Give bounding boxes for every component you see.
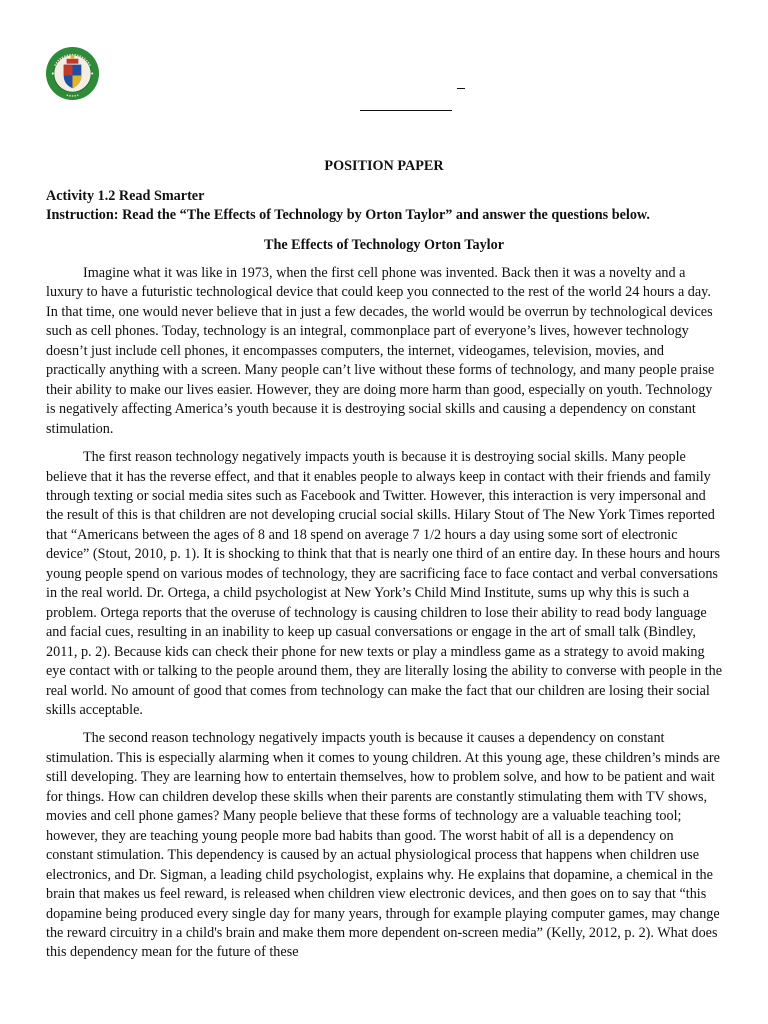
article-body [46, 264, 723, 972]
paragraph-3: The second reason technology negatively impacts youth is because it causes a dependency on constant stimulation. This is especially alarming when it comes to young children. At this young age, these children’s minds are still developing. They are learning how to entertain themselves, how to problem solve, and how to be patient and wait for things. How can children develop these skills when their parents are constantly stimulating them with TV shows, movies and cell phone games? Many people believe that these forms of technology are a valuable teaching tool; however, they are teaching young people more bad habits than good. The worst habit of all is a dependency on constant stimulation. This dependency is caused by an actual physiological process that happens when children use electronics, and Dr. Sigman, a leading child psychologist, explains why. He explains that dopamine, a chemical in the brain that makes us feel reward, is released when children view electronic devices, and then goes on to say that “this dopamine being produced every single day for many years, through for example playing computer games, may change the reward circuitry in a child's brain and make them more dependent on-screen media” (Kelly, 2012, p. 2). What does this dependency mean for the future of these [46, 730, 720, 961]
article-title: The Effects of Technology Orton Taylor [263, 237, 504, 253]
activity-heading: Activity 1.2 Read Smarter [46, 188, 205, 204]
paragraph-2: The first reason technology negatively impacts youth is because it is destroying social skills. Many people believe that it has the reverse effect, and that it enables people to always keep in contact with their friends and family through texting or social media sites such as Facebook and Twitter. However, this interaction is very impersonal and the result of this is that children are not developing crucial social skills. Hilary Stout of The New York Times reported that “Americans between the ages of 8 and 18 spend on average 7 1/2 hours a day using some sort of electronic device” (Stout, 2010, p. 1). It is shocking to think that that is nearly one third of an entire day. In these hours and hours young people spend on various modes of technology, they are sacrificing face to face contact and verbal conversations in the real world. Dr. Ortega, a child psychologist at New York’s Child Mind Institute, sums up why this is such a problem. Ortega reports that the overuse of technology is causing children to lose their ability to read body language and facial cues, resulting in an inability to keep up casual conversations or engage in the art of small talk (Bindley, 2011, p. 2). Because kids can check their phone for new texts or play a mindless game as a strategy to avoid making eye contact with or talking to the people around them, they are literally losing the ability to converse with people in the real world. No amount of good that comes from technology can make the fact that our children are losing their social skills acceptable. [46, 449, 723, 718]
header-blank-lines [360, 78, 470, 114]
page-title: POSITION PAPER [324, 158, 444, 174]
activity-block [46, 187, 736, 225]
instruction-text: Instruction: Read the “The Effects of Technology by Orton Taylor” and answer the questions below. [46, 207, 650, 223]
header-mark [457, 88, 465, 89]
school-seal-logo [45, 46, 100, 101]
paragraph-1: Imagine what it was like in 1973, when the first cell phone was invented. Back then it was a novelty and a luxury to have a futuristic technological device that could keep you connected to the rest of the world 24 hours a day. In that time, one would never believe that in just a few decades, the world would be overrun by technological devices such as cell phones. Today, technology is an integral, commonplace part of everyone’s lives, however technology doesn’t just include cell phones, it encompasses computers, the internet, videogames, television, movies, and practically anything with a screen. Many people can’t live without these forms of technology, and many people praise their ability to make our lives easier. However, they are doing more harm than good, especially on youth. Technology is negatively affecting America’s youth because it is destroying social skills and causing a dependency on constant stimulation. [46, 265, 715, 437]
header-underline [360, 110, 452, 111]
